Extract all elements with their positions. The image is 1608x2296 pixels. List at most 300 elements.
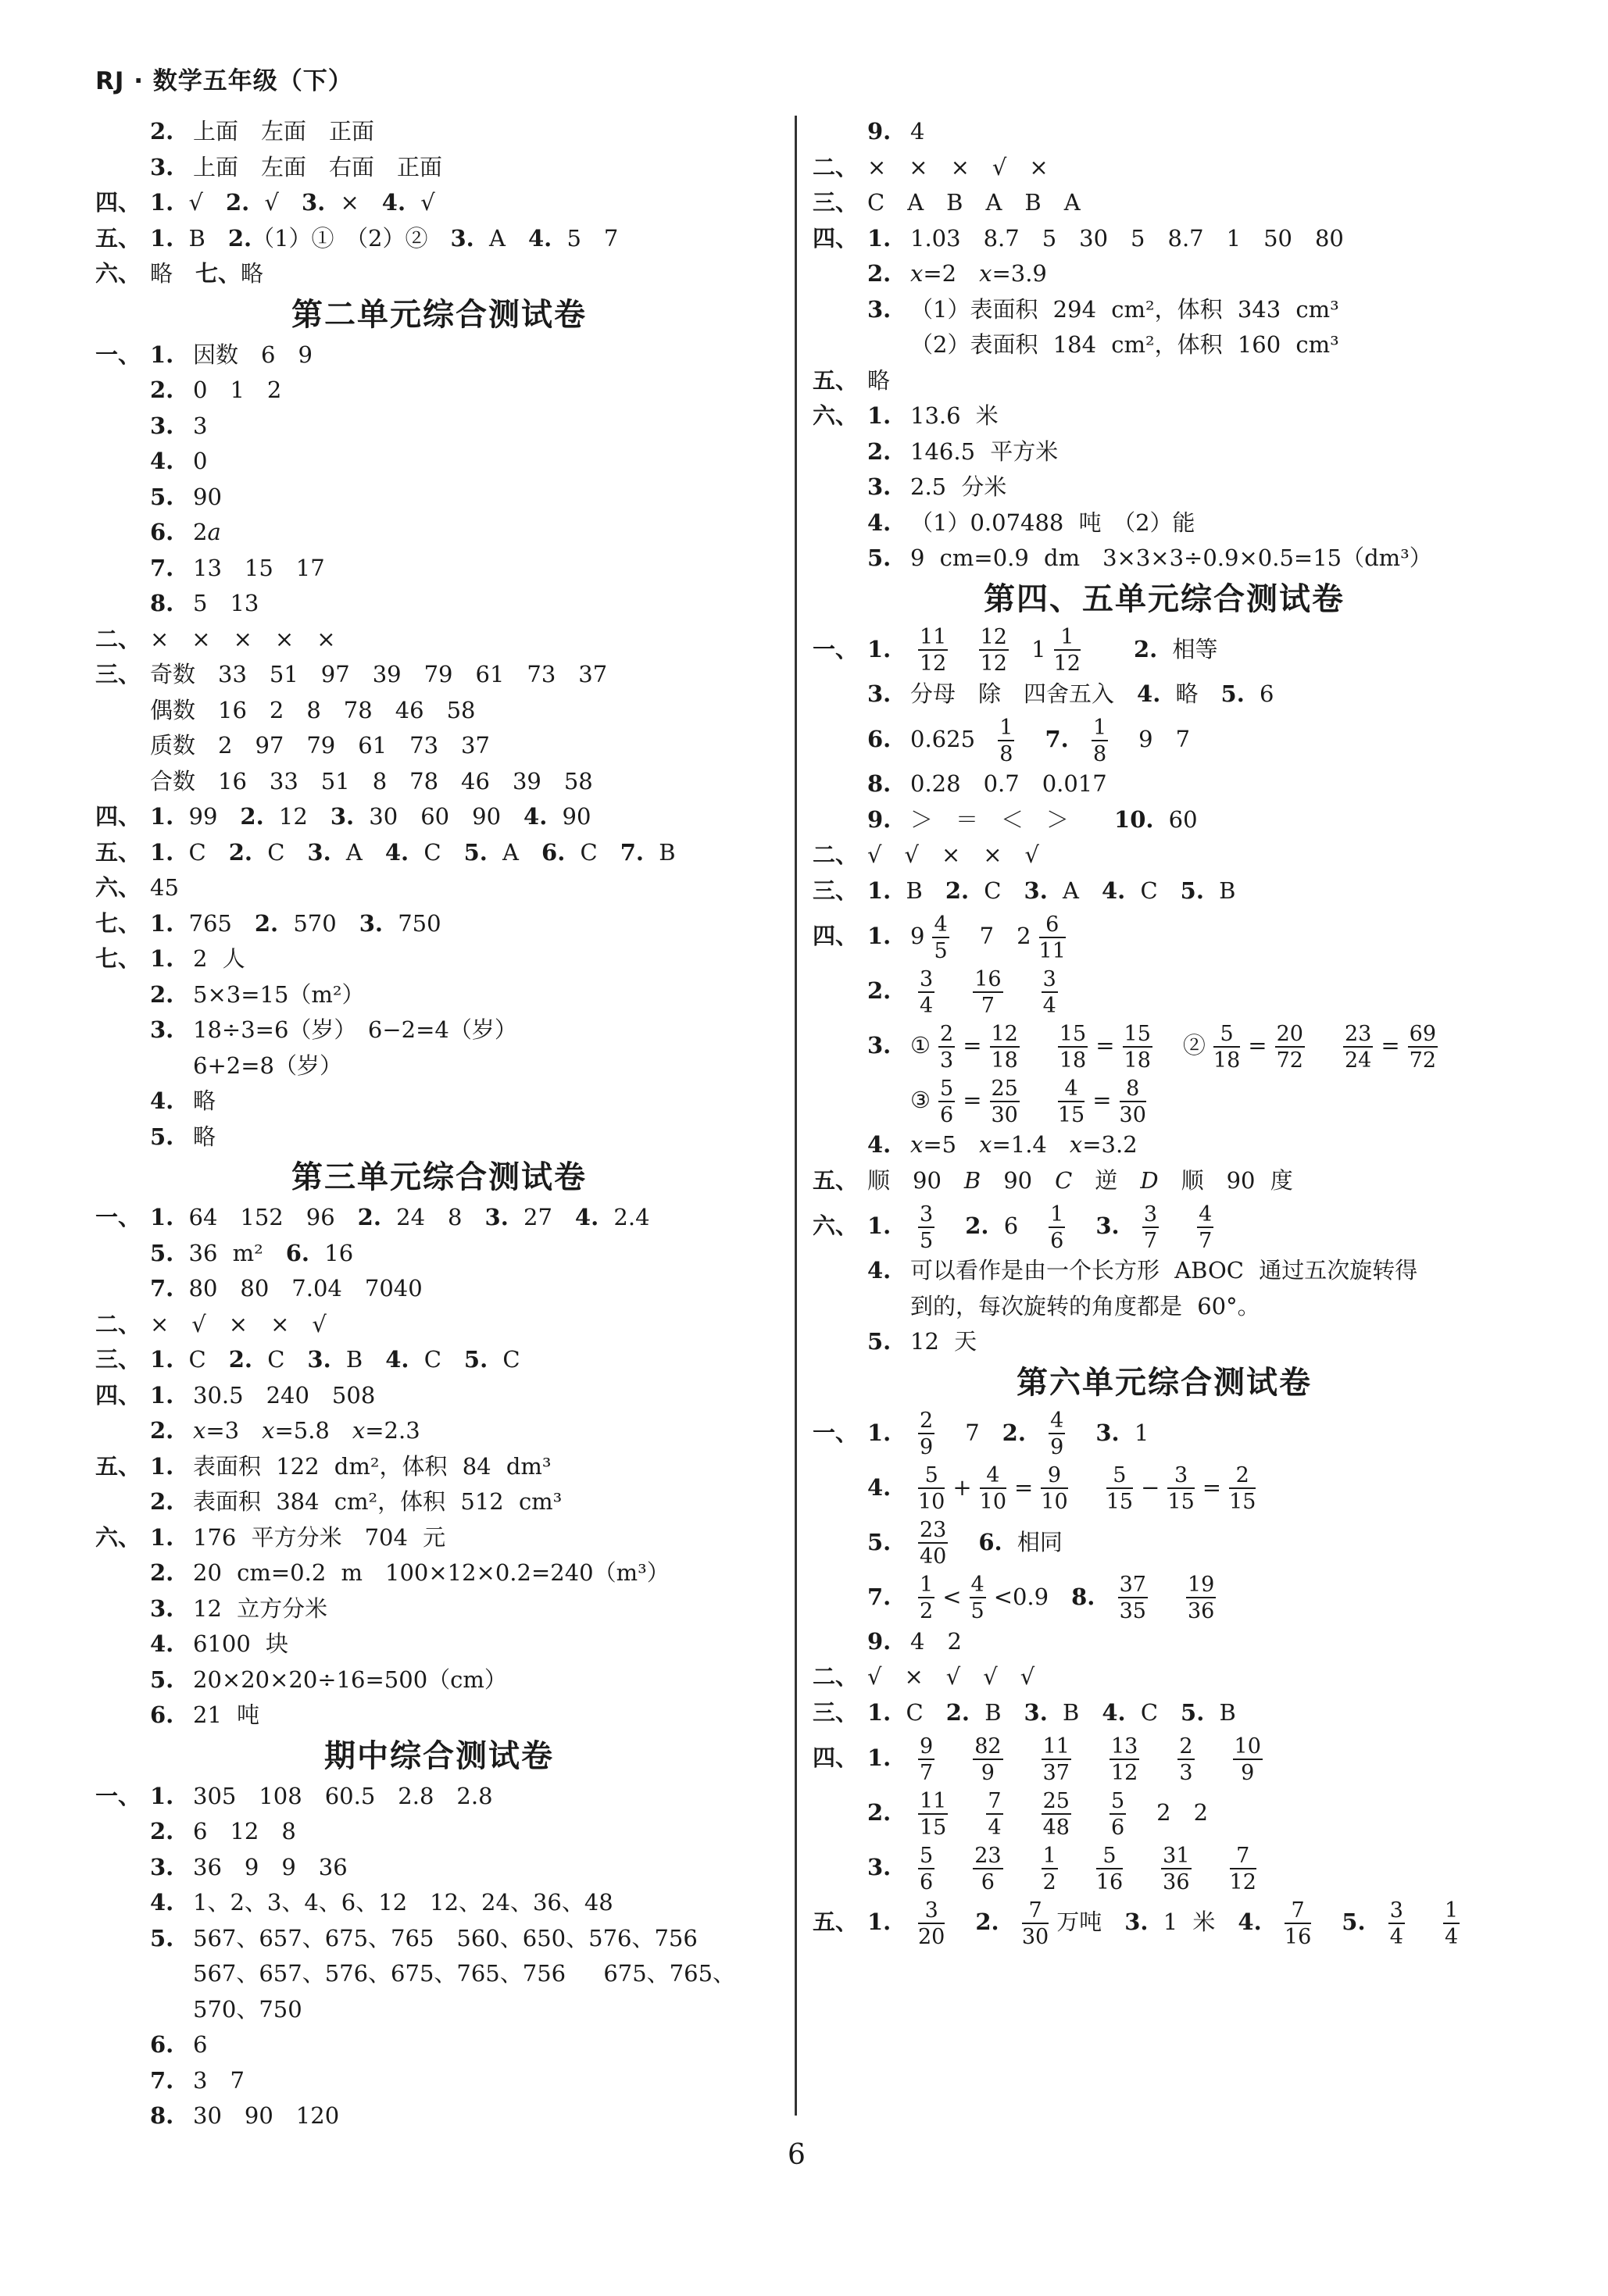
question-number: 3. <box>150 1853 174 1880</box>
question-number: 4. <box>150 1087 174 1114</box>
fraction: $\frac{8}{30}$ <box>1119 1076 1146 1127</box>
left-column <box>95 114 783 2134</box>
section-title: 第六单元综合测试卷 <box>1017 1364 1312 1401</box>
answer-text: 1.03 8.7 5 30 5 8.7 1 50 80 <box>910 224 1344 252</box>
question-number: 4. <box>867 1131 892 1158</box>
answer-line <box>813 1569 1516 1624</box>
answer-line <box>813 1405 1516 1460</box>
question-group-label: 六、 <box>95 874 141 901</box>
answer-line <box>813 1460 1516 1515</box>
answer-line <box>95 1520 783 1556</box>
question-number: 5. <box>867 1528 892 1555</box>
fraction: $\frac{15}{18}$ <box>1059 1021 1087 1073</box>
answer-line <box>813 185 1516 221</box>
answer-line <box>95 1119 783 1155</box>
fraction: $\frac{37}{35}$ <box>1119 1573 1146 1623</box>
answer-text: （1）0.07488 吨 （2）能 <box>910 509 1195 536</box>
answer-text: $\frac{3}{5}$ 2. 6 $\frac{1}{6}$ 3. $\frac{3}{7}$ $\frac{4}{7}$ <box>920 1202 1213 1253</box>
question-number: 1. <box>867 923 892 949</box>
answer-line <box>95 480 783 516</box>
answer-text: 21 吨 <box>193 1701 260 1728</box>
answer-line <box>813 256 1516 292</box>
answer-line <box>95 1236 783 1272</box>
answer-line <box>95 515 783 551</box>
answer-text: 奇数 33 51 97 39 79 61 73 37 <box>150 661 608 687</box>
question-group-label: 二、 <box>95 625 141 652</box>
question-number: 2. <box>150 1818 174 1844</box>
question-group-label: 五、 <box>95 224 141 252</box>
question-number: 4. <box>867 1473 892 1501</box>
answer-text: $\frac{1}{2}$ < $\frac{4}{5}$ <0.9 8. $\frac{37}{35}$ $\frac{19}{36}$ <box>920 1573 1215 1623</box>
answer-line <box>95 1048 783 1084</box>
answer-line <box>813 677 1516 712</box>
question-group-label: 四、 <box>95 189 141 216</box>
fraction: $\frac{3}{15}$ <box>1167 1463 1195 1514</box>
question-number: 4. <box>150 1630 174 1657</box>
answer-text: 表面积 122 dm²，体积 84 dm³ <box>193 1452 552 1480</box>
answer-line <box>95 1591 783 1627</box>
answer-text: x=5 x=1.4 x=3.2 <box>910 1131 1138 1158</box>
question-group-label: 七、 <box>95 909 141 937</box>
answer-text: 0.28 0.7 0.017 <box>910 770 1107 797</box>
question-number: 3. <box>867 1032 892 1059</box>
question-group-label: 五、 <box>813 1166 859 1194</box>
fraction: $\frac{9}{10}$ <box>1041 1463 1068 1514</box>
answer-text: 9 cm=0.9 dm 3×3×3÷0.9×0.5=15（dm³） <box>910 545 1432 571</box>
question-number: 3. <box>150 1594 174 1622</box>
answer-line <box>813 712 1516 766</box>
answer-text: 上面 左面 正面 <box>193 118 375 145</box>
answer-text: 20 cm=0.2 m 100×12×0.2=240（m³） <box>193 1559 670 1586</box>
question-number: 4. <box>867 509 892 536</box>
question-number: 9. <box>867 805 892 833</box>
fraction: $\frac{15}{18}$ <box>1124 1021 1151 1073</box>
question-group-label: 三、 <box>813 189 859 216</box>
answer-text: 1. C 2. B 3. B 4. C 5. B <box>867 1698 1236 1726</box>
answer-line <box>813 1073 1516 1127</box>
right-column <box>813 114 1516 1949</box>
question-number: 8. <box>150 2102 174 2129</box>
answer-text: 4 <box>910 118 925 145</box>
fraction: $\frac{11}{15}$ <box>920 1788 947 1840</box>
answer-line <box>95 150 783 186</box>
answer-line <box>813 114 1516 150</box>
question-group-label: 二、 <box>813 153 859 180</box>
fraction: $\frac{4}{10}$ <box>979 1463 1007 1514</box>
answer-text: 5 13 <box>193 590 259 616</box>
answer-text: 上面 左面 右面 正面 <box>193 153 443 180</box>
question-number: 1. <box>867 402 892 429</box>
answer-text: × × × √ × <box>867 153 1049 180</box>
fraction: $\frac{4}{7}$ <box>1199 1202 1213 1253</box>
answer-line <box>95 870 783 906</box>
answer-line <box>95 337 783 373</box>
answer-text: 13 15 17 <box>193 554 325 581</box>
question-number: 8. <box>150 590 174 616</box>
answer-line <box>813 909 1516 963</box>
fraction: $\frac{3}{7}$ <box>1143 1202 1158 1253</box>
question-number: 2. <box>150 1559 174 1586</box>
question-group-label: 五、 <box>813 1909 859 1935</box>
question-group-label: 一、 <box>95 1204 141 1230</box>
question-number: 1. <box>150 1381 174 1409</box>
fraction: $\frac{3}{20}$ <box>918 1898 945 1949</box>
section-title: 第二单元综合测试卷 <box>291 296 587 333</box>
question-number: 1. <box>150 1523 174 1551</box>
fraction: $\frac{5}{6}$ <box>1110 1788 1125 1840</box>
question-number: 2. <box>150 1417 174 1444</box>
question-number: 5. <box>150 1924 174 1951</box>
answer-text: 146.5 平方米 <box>910 437 1059 465</box>
fraction: $\frac{7}{16}$ <box>1284 1898 1312 1949</box>
fraction: $\frac{3}{5}$ <box>920 1202 934 1253</box>
answer-line <box>813 398 1516 434</box>
answer-text: 6+2=8（岁） <box>193 1052 342 1079</box>
fraction: $\frac{5}{6}$ <box>940 1076 954 1127</box>
fraction: $\frac{2}{3}$ <box>940 1021 954 1073</box>
answer-line <box>813 1894 1516 1949</box>
answer-text: 7. 80 80 7.04 7040 <box>150 1275 423 1302</box>
question-group-label: 六、 <box>95 1523 141 1551</box>
answer-line <box>95 799 783 835</box>
answer-line <box>95 1413 783 1449</box>
question-number: 7. <box>867 1583 892 1610</box>
answer-line <box>813 1253 1516 1289</box>
answer-text: √ √ × × √ <box>867 841 1040 868</box>
answer-text: 0 1 2 <box>193 377 282 403</box>
answer-text: 567、657、675、765 560、650、576、756 <box>193 1924 698 1951</box>
fraction: $\frac{3}{4}$ <box>1389 1898 1403 1949</box>
answer-text: x=2 x=3.9 <box>910 260 1047 287</box>
question-number: 4. <box>867 1257 892 1284</box>
answer-line <box>813 1624 1516 1660</box>
fraction: $\frac{6}{11}$ <box>1038 912 1066 963</box>
question-number: 1. <box>150 341 174 368</box>
answer-line <box>95 1200 783 1236</box>
answer-line <box>95 444 783 480</box>
answer-text: 0 <box>193 448 208 474</box>
answer-line <box>813 327 1516 363</box>
question-group-label: 六、 <box>813 1212 859 1239</box>
answer-text: $\frac{23}{40}$ 6. 相同 <box>920 1518 1063 1569</box>
question-number: 6. <box>150 1701 174 1728</box>
fraction: $\frac{1}{8}$ <box>1092 715 1107 766</box>
question-group-label: 五、 <box>813 366 859 394</box>
answer-text: 1. √ 2. √ 3. × 4. √ <box>150 189 435 216</box>
answer-line <box>813 470 1516 505</box>
answer-text <box>910 963 1066 1018</box>
answer-line <box>95 185 783 221</box>
answer-text: 305 108 60.5 2.8 2.8 <box>193 1782 493 1809</box>
answer-text: 合数 16 33 51 8 78 46 39 58 <box>150 767 593 794</box>
fraction: $\frac{11}{37}$ <box>1042 1734 1070 1785</box>
answer-line <box>813 873 1516 909</box>
answer-text: 6100 块 <box>193 1630 289 1657</box>
question-number: 2. <box>150 118 174 145</box>
answer-text: $\frac{5}{10}$ + $\frac{4}{10}$ = $\frac{9}{10}$ $\frac{5}{15}$ − $\frac{3}{15}$ = $\frac{2}{15}$ <box>918 1463 1256 1514</box>
question-number: 2. <box>867 437 892 465</box>
question-group-label: 四、 <box>813 224 859 252</box>
answer-line <box>95 693 783 729</box>
question-number: 5. <box>150 483 174 510</box>
answer-line <box>95 1698 783 1734</box>
answer-text: 略 <box>193 1087 216 1114</box>
answer-text: 12 天 <box>910 1328 977 1355</box>
question-number: 2. <box>867 260 892 287</box>
fraction: $\frac{3}{4}$ <box>1042 966 1056 1018</box>
question-number: 1. <box>867 1212 892 1239</box>
answer-line <box>95 1307 783 1343</box>
answer-text: 到的，每次旋转的角度都是 60°。 <box>910 1292 1260 1319</box>
fraction: $\frac{2}{15}$ <box>1229 1463 1256 1514</box>
fraction: $\frac{1}{2}$ <box>920 1573 934 1623</box>
question-number: 1. <box>867 224 892 252</box>
answer-text: 20×20×20÷16=500（cm） <box>193 1666 507 1693</box>
answer-line <box>813 1018 1516 1073</box>
answer-line <box>95 764 783 800</box>
answer-text: 2 人 <box>193 945 245 972</box>
question-number: 1. <box>150 1782 174 1809</box>
question-group-label: 三、 <box>95 661 141 687</box>
answer-line <box>813 1659 1516 1695</box>
question-number: 7. <box>150 554 174 581</box>
question-number: 5. <box>867 1328 892 1355</box>
answer-line <box>95 1449 783 1485</box>
answer-line <box>95 1084 783 1119</box>
answer-line <box>95 1271 783 1307</box>
answer-text: 4 2 <box>910 1627 962 1655</box>
answer-text: 分母 除 四舍五入 4. 略 5. 6 <box>910 680 1274 707</box>
question-group-label: 四、 <box>95 803 141 830</box>
fraction: $\frac{82}{9}$ <box>974 1734 1002 1785</box>
answer-line <box>813 221 1516 257</box>
answer-line <box>95 1850 783 1886</box>
question-group-label: 一、 <box>813 1419 859 1446</box>
fraction: $\frac{4}{5}$ <box>970 1573 984 1623</box>
answer-text: 5. 36 m² 6. 16 <box>150 1239 354 1266</box>
answer-line <box>813 292 1516 328</box>
answer-text: $\frac{11}{12}$ $\frac{12}{12}$ 1 $\frac{1}{12}$ 2. 相等 <box>920 625 1218 676</box>
answer-line <box>95 728 783 764</box>
answer-text: 1. 99 2. 12 3. 30 60 90 4. 90 <box>150 803 591 830</box>
question-group-label: 三、 <box>95 1346 141 1373</box>
answer-text: 表面积 384 cm²，体积 512 cm³ <box>193 1488 563 1515</box>
fraction: $\frac{12}{18}$ <box>991 1021 1018 1073</box>
question-number: 1. <box>867 1744 892 1771</box>
answer-text: 顺 90 B 90 C 逆 D 顺 90 度 <box>867 1166 1293 1194</box>
answer-line <box>95 1012 783 1048</box>
fraction: $\frac{16}{7}$ <box>974 966 1002 1018</box>
fraction: $\frac{2}{3}$ <box>1179 1734 1193 1785</box>
answer-line <box>813 1515 1516 1569</box>
answer-line <box>813 1785 1516 1840</box>
question-group-label: 四、 <box>813 1744 859 1771</box>
answer-line <box>813 505 1516 541</box>
answer-line <box>95 1378 783 1414</box>
fraction: $\frac{5}{6}$ <box>920 1843 934 1894</box>
answer-line <box>95 1342 783 1378</box>
question-number: 2. <box>867 1799 892 1826</box>
answer-line <box>95 941 783 977</box>
question-number: 9. <box>867 1627 892 1655</box>
answer-line <box>813 150 1516 186</box>
answer-line <box>95 977 783 1013</box>
answer-text: 5×3=15（m²） <box>193 980 365 1008</box>
answer-text: ③ $\frac{5}{6}$ = $\frac{25}{30}$ $\frac{4}{15}$ = $\frac{8}{30}$ <box>910 1076 1146 1127</box>
answer-text: 略 <box>193 1123 216 1150</box>
fraction: $\frac{20}{72}$ <box>1276 1021 1303 1073</box>
answer-text: x=3 x=5.8 x=2.3 <box>193 1417 420 1444</box>
answer-line <box>95 657 783 693</box>
question-number: 5. <box>150 1666 174 1693</box>
question-number: 1. <box>867 635 892 662</box>
answer-text: $\frac{11}{15}$ $\frac{7}{4}$ $\frac{25}{48}$ $\frac{5}{6}$ 2 2 <box>920 1788 1209 1840</box>
question-group-label: 四、 <box>95 1381 141 1409</box>
answer-line <box>813 363 1516 399</box>
fraction: $\frac{3}{4}$ <box>920 966 934 1018</box>
question-group-label: 一、 <box>95 341 141 368</box>
answer-line <box>813 963 1516 1018</box>
answer-line <box>95 2027 783 2063</box>
answer-line <box>95 1956 783 1992</box>
question-number: 6. <box>867 726 892 752</box>
answer-text: 1. B 2.（1）① （2）② 3. A 4. 5 7 <box>150 224 619 252</box>
fraction: $\frac{1}{8}$ <box>999 715 1013 766</box>
answer-text: 1. B 2. C 3. A 4. C 5. B <box>867 877 1236 904</box>
answer-line <box>813 434 1516 470</box>
fraction: $\frac{31}{36}$ <box>1163 1843 1190 1894</box>
question-number: 1. <box>867 1419 892 1446</box>
page-number: 6 <box>788 2139 806 2171</box>
answer-text: 30 90 120 <box>193 2102 340 2129</box>
fraction: $\frac{69}{72}$ <box>1409 1021 1436 1073</box>
answer-text: × × × × × <box>150 625 336 652</box>
question-number: 3. <box>867 295 892 323</box>
fraction: $\frac{23}{6}$ <box>974 1843 1002 1894</box>
question-number: 6. <box>150 519 174 545</box>
question-number: 2. <box>150 1488 174 1515</box>
page-header: RJ · 数学五年级（下） <box>95 67 353 95</box>
question-group-label: 一、 <box>813 635 859 662</box>
answer-text: 36 9 9 36 <box>193 1853 348 1880</box>
answer-text: 567、657、576、675、765、756 675、765、 <box>193 1960 736 1987</box>
answer-line <box>813 1289 1516 1325</box>
answer-line <box>95 1992 783 2028</box>
answer-text: 1、2、3、4、6、12 12、24、36、48 <box>193 1889 613 1916</box>
answer-text: × √ × × √ <box>150 1310 327 1337</box>
fraction: $\frac{7}{30}$ <box>1021 1898 1049 1949</box>
answer-text: 13.6 米 <box>910 402 999 429</box>
answer-line <box>813 766 1516 802</box>
answer-line <box>95 373 783 409</box>
answer-text <box>910 1730 1270 1785</box>
fraction: $\frac{23}{24}$ <box>1344 1021 1372 1073</box>
answer-line <box>95 1921 783 1957</box>
answer-line <box>95 256 783 292</box>
section-title: 期中综合测试卷 <box>324 1737 554 1774</box>
answer-text: 45 <box>150 874 179 901</box>
question-group-label: 二、 <box>95 1310 141 1337</box>
answer-line <box>95 906 783 942</box>
fraction: $\frac{7}{4}$ <box>988 1788 1002 1840</box>
question-number: 7. <box>150 2066 174 2094</box>
question-number: 8. <box>867 770 892 797</box>
question-number: 4. <box>150 1889 174 1916</box>
fraction: $\frac{11}{12}$ <box>920 625 947 676</box>
answer-line <box>95 221 783 257</box>
answer-text: 2.5 分米 <box>910 473 1007 500</box>
fraction: $\frac{25}{30}$ <box>991 1076 1018 1127</box>
fraction: $\frac{1}{4}$ <box>1445 1898 1459 1949</box>
question-group-label: 五、 <box>95 838 141 866</box>
question-number: 3. <box>867 1854 892 1880</box>
question-group-label: 五、 <box>95 1452 141 1480</box>
question-group-label: 六、 <box>95 260 141 287</box>
answer-line <box>95 409 783 445</box>
answer-text: 略 <box>867 366 891 394</box>
answer-line <box>813 1730 1516 1785</box>
question-group-label: 二、 <box>813 1663 859 1690</box>
answer-text: （2）表面积 184 cm²，体积 160 cm³ <box>910 331 1339 358</box>
answer-line <box>813 1127 1516 1163</box>
column-divider <box>795 116 797 2116</box>
question-number: 4. <box>150 448 174 474</box>
answer-text: 质数 2 97 79 61 73 37 <box>150 732 490 759</box>
fraction: $\frac{2}{9}$ <box>920 1409 934 1459</box>
answer-text: 30.5 240 508 <box>193 1381 376 1409</box>
answer-text: （1）表面积 294 cm²，体积 343 cm³ <box>910 295 1339 323</box>
answer-line <box>813 1840 1516 1894</box>
fraction: $\frac{4}{9}$ <box>1050 1409 1064 1459</box>
question-number: 3. <box>150 412 174 439</box>
answer-line <box>95 1484 783 1520</box>
fraction: $\frac{1}{12}$ <box>1053 625 1081 676</box>
answer-text: 因数 6 9 <box>193 341 313 368</box>
answer-line <box>95 1555 783 1591</box>
question-number: 5. <box>867 545 892 571</box>
section-title: 第四、五单元综合测试卷 <box>984 580 1345 617</box>
answer-text: 18÷3=6（岁） 6−2=4（岁） <box>193 1016 517 1043</box>
question-group-label: 三、 <box>813 1698 859 1726</box>
answer-text: 0.625 $\frac{1}{8}$ 7. $\frac{1}{8}$ 9 7 <box>910 715 1191 766</box>
answer-text: √ × √ √ √ <box>867 1663 1035 1690</box>
answer-text: $\frac{3}{20}$ 2. $\frac{7}{30}$ 万吨 3. 1 米 4. $\frac{7}{16}$ 5. $\frac{3}{4}$ $\frac{1}{4}$ <box>918 1898 1459 1949</box>
fraction: $\frac{5}{10}$ <box>918 1463 945 1514</box>
answer-line <box>95 1626 783 1662</box>
fraction: $\frac{19}{36}$ <box>1187 1573 1215 1623</box>
answer-line <box>813 802 1516 838</box>
question-number: 2. <box>867 977 892 1004</box>
answer-line <box>95 1779 783 1815</box>
fraction: $\frac{13}{12}$ <box>1110 1734 1138 1785</box>
answer-text <box>910 1840 1264 1894</box>
question-group-label: 一、 <box>95 1782 141 1809</box>
answer-text: 1. 64 152 96 2. 24 8 3. 27 4. 2.4 <box>150 1204 650 1230</box>
fraction: $\frac{4}{5}$ <box>934 912 948 963</box>
fraction: $\frac{5}{16}$ <box>1095 1843 1124 1894</box>
question-number: 5. <box>150 1123 174 1150</box>
answer-text: 1. C 2. C 3. B 4. C 5. C <box>150 1346 520 1373</box>
question-group-label: 二、 <box>813 841 859 868</box>
answer-text: ① $\frac{2}{3}$ = $\frac{12}{18}$ $\frac{15}{18}$ = $\frac{15}{18}$ ② $\frac{5}{18}$ = $\frac{20}{72}$ $\frac{23}{24}$ = $\frac{69}{72}$ <box>910 1021 1436 1073</box>
answer-line <box>95 835 783 871</box>
section-title: 第三单元综合测试卷 <box>291 1159 587 1195</box>
question-group-label: 六、 <box>813 402 859 429</box>
question-number: 3. <box>150 153 174 180</box>
fraction: $\frac{7}{12}$ <box>1229 1843 1256 1894</box>
question-number: 2. <box>150 980 174 1008</box>
answer-text: 1. C 2. C 3. A 4. C 5. A 6. C 7. B <box>150 838 676 866</box>
